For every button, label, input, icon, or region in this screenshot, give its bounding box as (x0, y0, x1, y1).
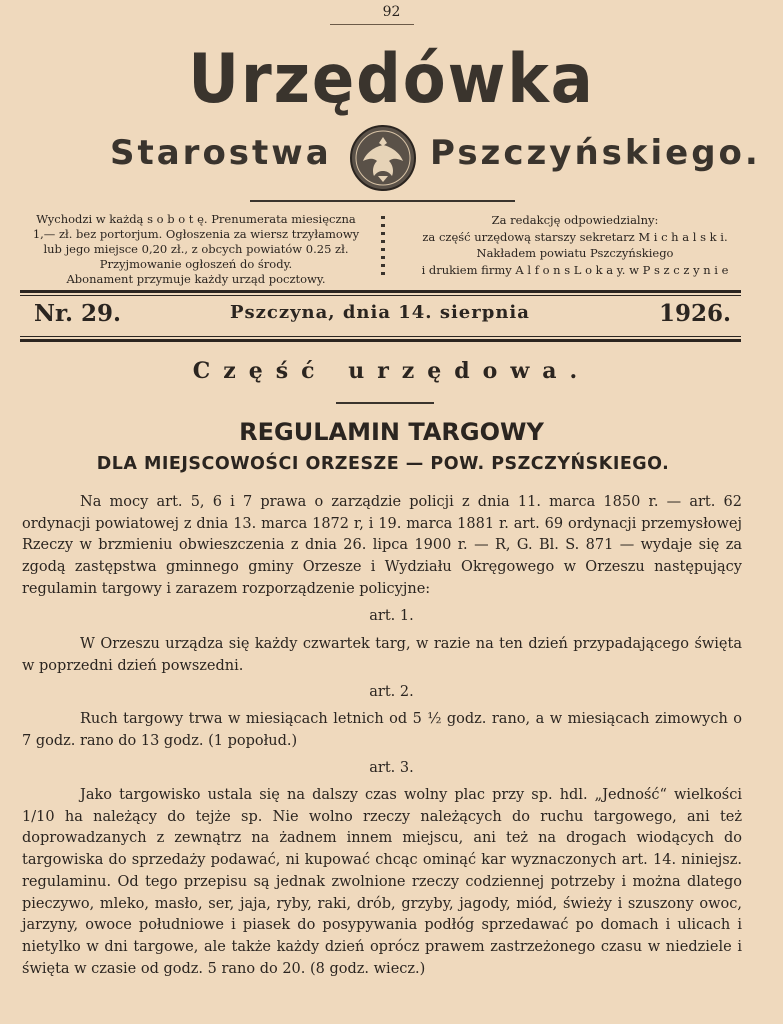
document-title: REGULAMIN TARGOWY (239, 418, 544, 446)
subtitle-right: Pszczyńskiego. (430, 133, 761, 173)
eagle-emblem-icon (348, 123, 418, 193)
info-line: za część urzędową starszy sekretarz M i c h a l s k i. (422, 229, 728, 244)
preamble (22, 492, 742, 601)
section-heading: Część urzędowa. (192, 358, 591, 384)
issue-line (20, 300, 741, 330)
article-1 (22, 634, 742, 677)
article-heading: art. 3. (369, 760, 414, 776)
dotted-separator (381, 216, 385, 276)
divider (20, 295, 741, 296)
article-2 (22, 709, 742, 752)
divider (20, 336, 741, 337)
divider (330, 24, 414, 25)
issue-year: 1926. (658, 300, 731, 327)
masthead-title: Urzędówka (188, 40, 595, 119)
article-heading: art. 2. (369, 684, 414, 700)
divider (250, 200, 515, 202)
article-3 (22, 785, 742, 980)
editorial-info (395, 212, 755, 278)
document-subtitle: DLA MIEJSCOWOŚCI ORZESZE — POW. PSZCZYŃSKIEGO. (96, 454, 670, 474)
subtitle-left: Starostwa (110, 133, 332, 173)
info-line: Abonament przymuje każdy urząd pocztowy. (66, 272, 326, 286)
info-line: Przyjmowanie ogłoszeń do środy. (99, 257, 293, 271)
article-text: Jako targowisko ustala się na dalszy czas wolny plac przy sp. hdl. „Jedność“ wielkości 1/10 ha należący do tejże sp. Nie wolno rzeczy należących do ruchu targowego, ani też doprowadzanych z zewnątrz na żadnem innem miejscu, ani też na drogach wiodących do targowiska do sprzedaży podawać, ni kupować chcąc ominąć kar wyznaczonych art. 14. niniejsz. regulaminu. Od tego przepisu są jednak zwolnione rzeczy codziennej potrzeby i można dlatego pieczywo, mleko, masło, ser, jaja, ryby, raki, drób, grzyby, jagody, miód, świeży i szuszony owoc, jarzyny, owoce południowe i piasek do posypywania podłóg sprzedawać po domach i ulicach i nietylko w dni targowe, ale także każdy dzień oprócz prawem zastrzeżonego czasu w niedziele i święta w czasie od godz. 5 rano do 20. (8 godz. wiecz.) (22, 787, 742, 977)
divider (20, 339, 741, 342)
article-text: Ruch targowy trwa w miesiącach letnich od 5 ½ godz. rano, a w miesiącach zimowych o 7 godz. rano do 13 godz. (1 popołud.) (22, 711, 742, 749)
article-heading: art. 1. (369, 608, 414, 624)
info-line: Nakładem powiatu Pszczyńskiego (476, 246, 674, 260)
masthead-subtitle (0, 123, 783, 193)
info-line: i drukiem firmy A l f o n s L o k a y. w P s z c z y n i e (421, 262, 729, 277)
divider (20, 290, 741, 293)
subscription-info (18, 212, 374, 287)
preamble-text: Na mocy art. 5, 6 i 7 prawa o zarządzie policji z dnia 11. marca 1850 r. — art. 62 ordynacji powiatowej z dnia 13. marca 1872 r, i 19. marca 1881 r. art. 69 ordynacji przemysłowej Rzeczy w brzmieniu obwieszczenia z dnia 26. lipca 1900 r. — R, G. Bl. S. 871 — wydaje się za zgodą zastępstwa gminnego gminy Orzesze i Wydziału Okręgowego w Orzeszu następujący regulamin targowy i zarazem rozporządzenie policyjne: (22, 494, 742, 597)
article-text: W Orzeszu urządza się każdy czwartek targ, w razie na ten dzień przypadającego święta w poprzedni dzień powszedni. (22, 636, 742, 674)
info-line: lub jego miejsce 0,20 zł., z obcych powiatów 0.25 zł. (43, 242, 349, 256)
issue-date: Pszczyna, dnia 14. sierpnia (230, 302, 530, 323)
info-line: 1,— zł. bez portorjum. Ogłoszenia za wiersz trzyłamowy (32, 227, 360, 241)
divider (336, 402, 434, 404)
info-line: Wychodzi w każdą s o b o t ę. Prenumerata miesięczna (36, 212, 356, 226)
page-number: 92 (382, 4, 401, 20)
info-line: Za redakcję odpowiedzialny: (491, 213, 659, 227)
issue-number: Nr. 29. (34, 300, 122, 327)
